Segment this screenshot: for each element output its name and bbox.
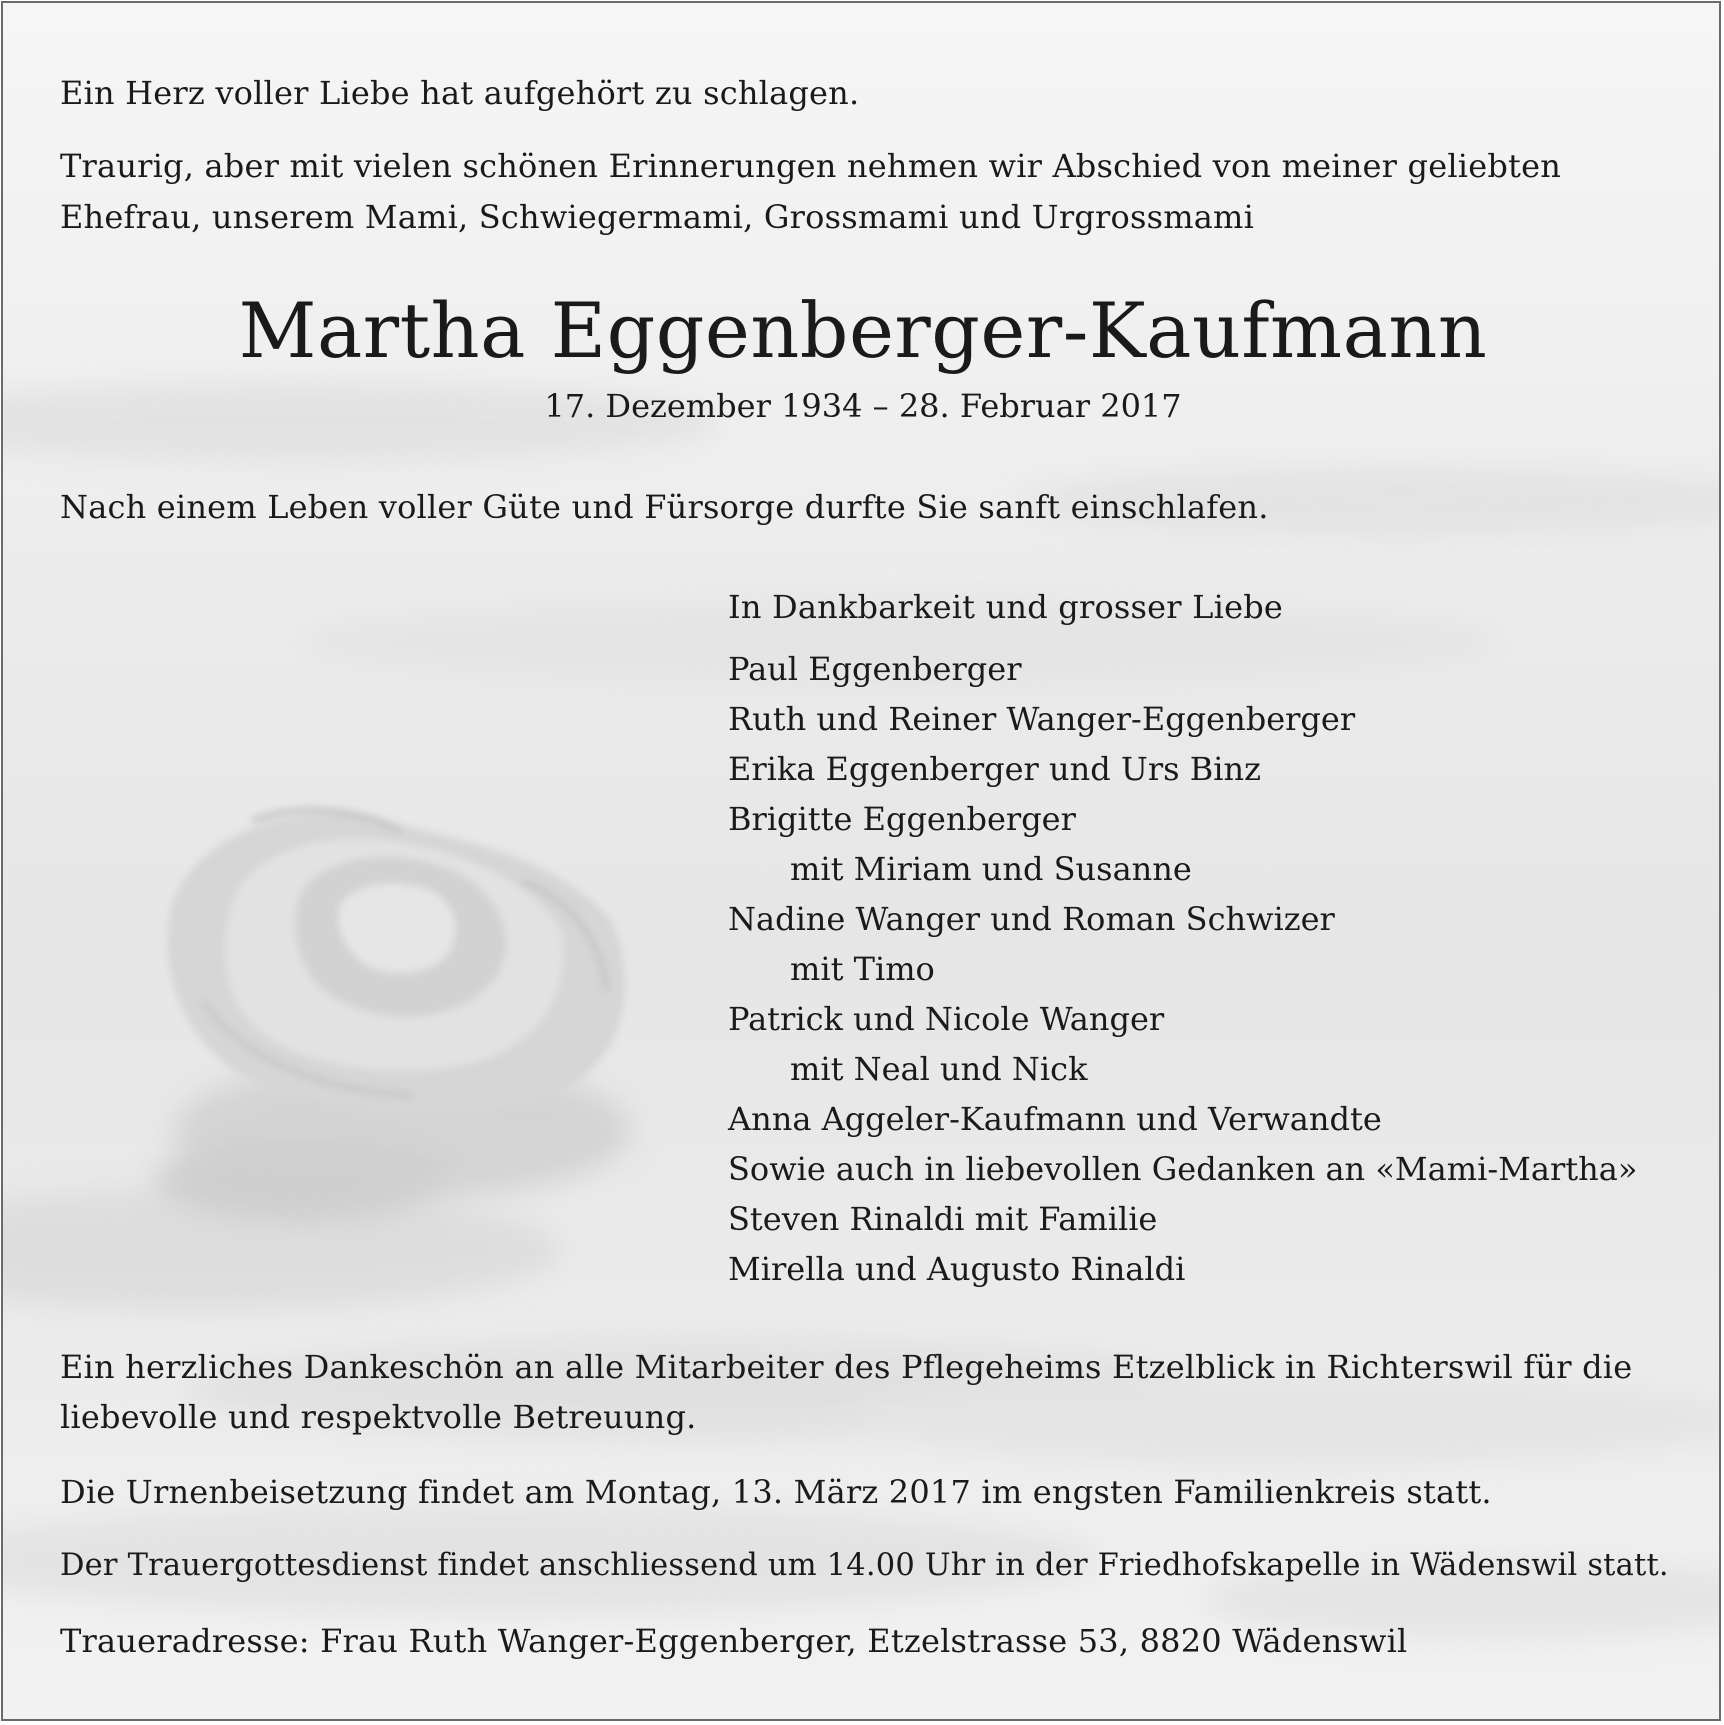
burial-info: Die Urnenbeisetzung findet am Montag, 13. März 2017 im engsten Familienkreis statt. [60,1473,1492,1511]
thanks-line-2: liebevolle und respektvolle Betreuung. [60,1398,697,1436]
service-info: Der Trauergottesdienst findet anschliessend um 14.00 Uhr in der Friedhofskapelle in Wädenswil statt. [60,1548,1669,1583]
mourner-line: Anna Aggeler-Kaufmann und Verwandte [728,1100,1382,1138]
mourner-line: Paul Eggenberger [728,650,1022,688]
mourner-line: Erika Eggenberger und Urs Binz [728,750,1261,788]
mourner-line: Nadine Wanger und Roman Schwizer [728,900,1335,938]
mourner-line-indented: mit Neal und Nick [790,1050,1088,1088]
life-dates: 17. Dezember 1934 – 28. Februar 2017 [544,387,1182,425]
thanks-line-1: Ein herzliches Dankeschön an alle Mitarbeiter des Pflegeheims Etzelblick in Richterswil für die [60,1348,1633,1386]
mourner-line-indented: mit Timo [790,950,935,988]
notice-content [3,3,1719,1719]
obituary-notice [1,1,1721,1721]
mourner-line: Steven Rinaldi mit Familie [728,1200,1158,1238]
mourner-line: Ruth und Reiner Wanger-Eggenberger [728,700,1356,738]
intro-line-1: Traurig, aber mit vielen schönen Erinnerungen nehmen wir Abschied von meiner geliebten [60,147,1562,185]
life-statement: Nach einem Leben voller Güte und Fürsorge durfte Sie sanft einschlafen. [60,488,1269,526]
mourner-line: Mirella und Augusto Rinaldi [728,1250,1186,1288]
intro-line-2: Ehefrau, unserem Mami, Schwiegermami, Grossmami und Urgrossmami [60,198,1255,236]
mourner-line: Sowie auch in liebevollen Gedanken an «Mami-Martha» [728,1150,1638,1188]
mourning-address: Traueradresse: Frau Ruth Wanger-Eggenberger, Etzelstrasse 53, 8820 Wädenswil [60,1622,1408,1660]
mourner-line: Brigitte Eggenberger [728,800,1076,838]
deceased-name: Martha Eggenberger-Kaufmann [238,286,1488,375]
mourners-list [728,644,1637,1294]
closing-greeting: In Dankbarkeit und grosser Liebe [728,588,1284,626]
mourner-line-indented: mit Miriam und Susanne [790,850,1192,888]
mourner-line: Patrick und Nicole Wanger [728,1000,1165,1038]
opening-line: Ein Herz voller Liebe hat aufgehört zu schlagen. [60,74,860,112]
